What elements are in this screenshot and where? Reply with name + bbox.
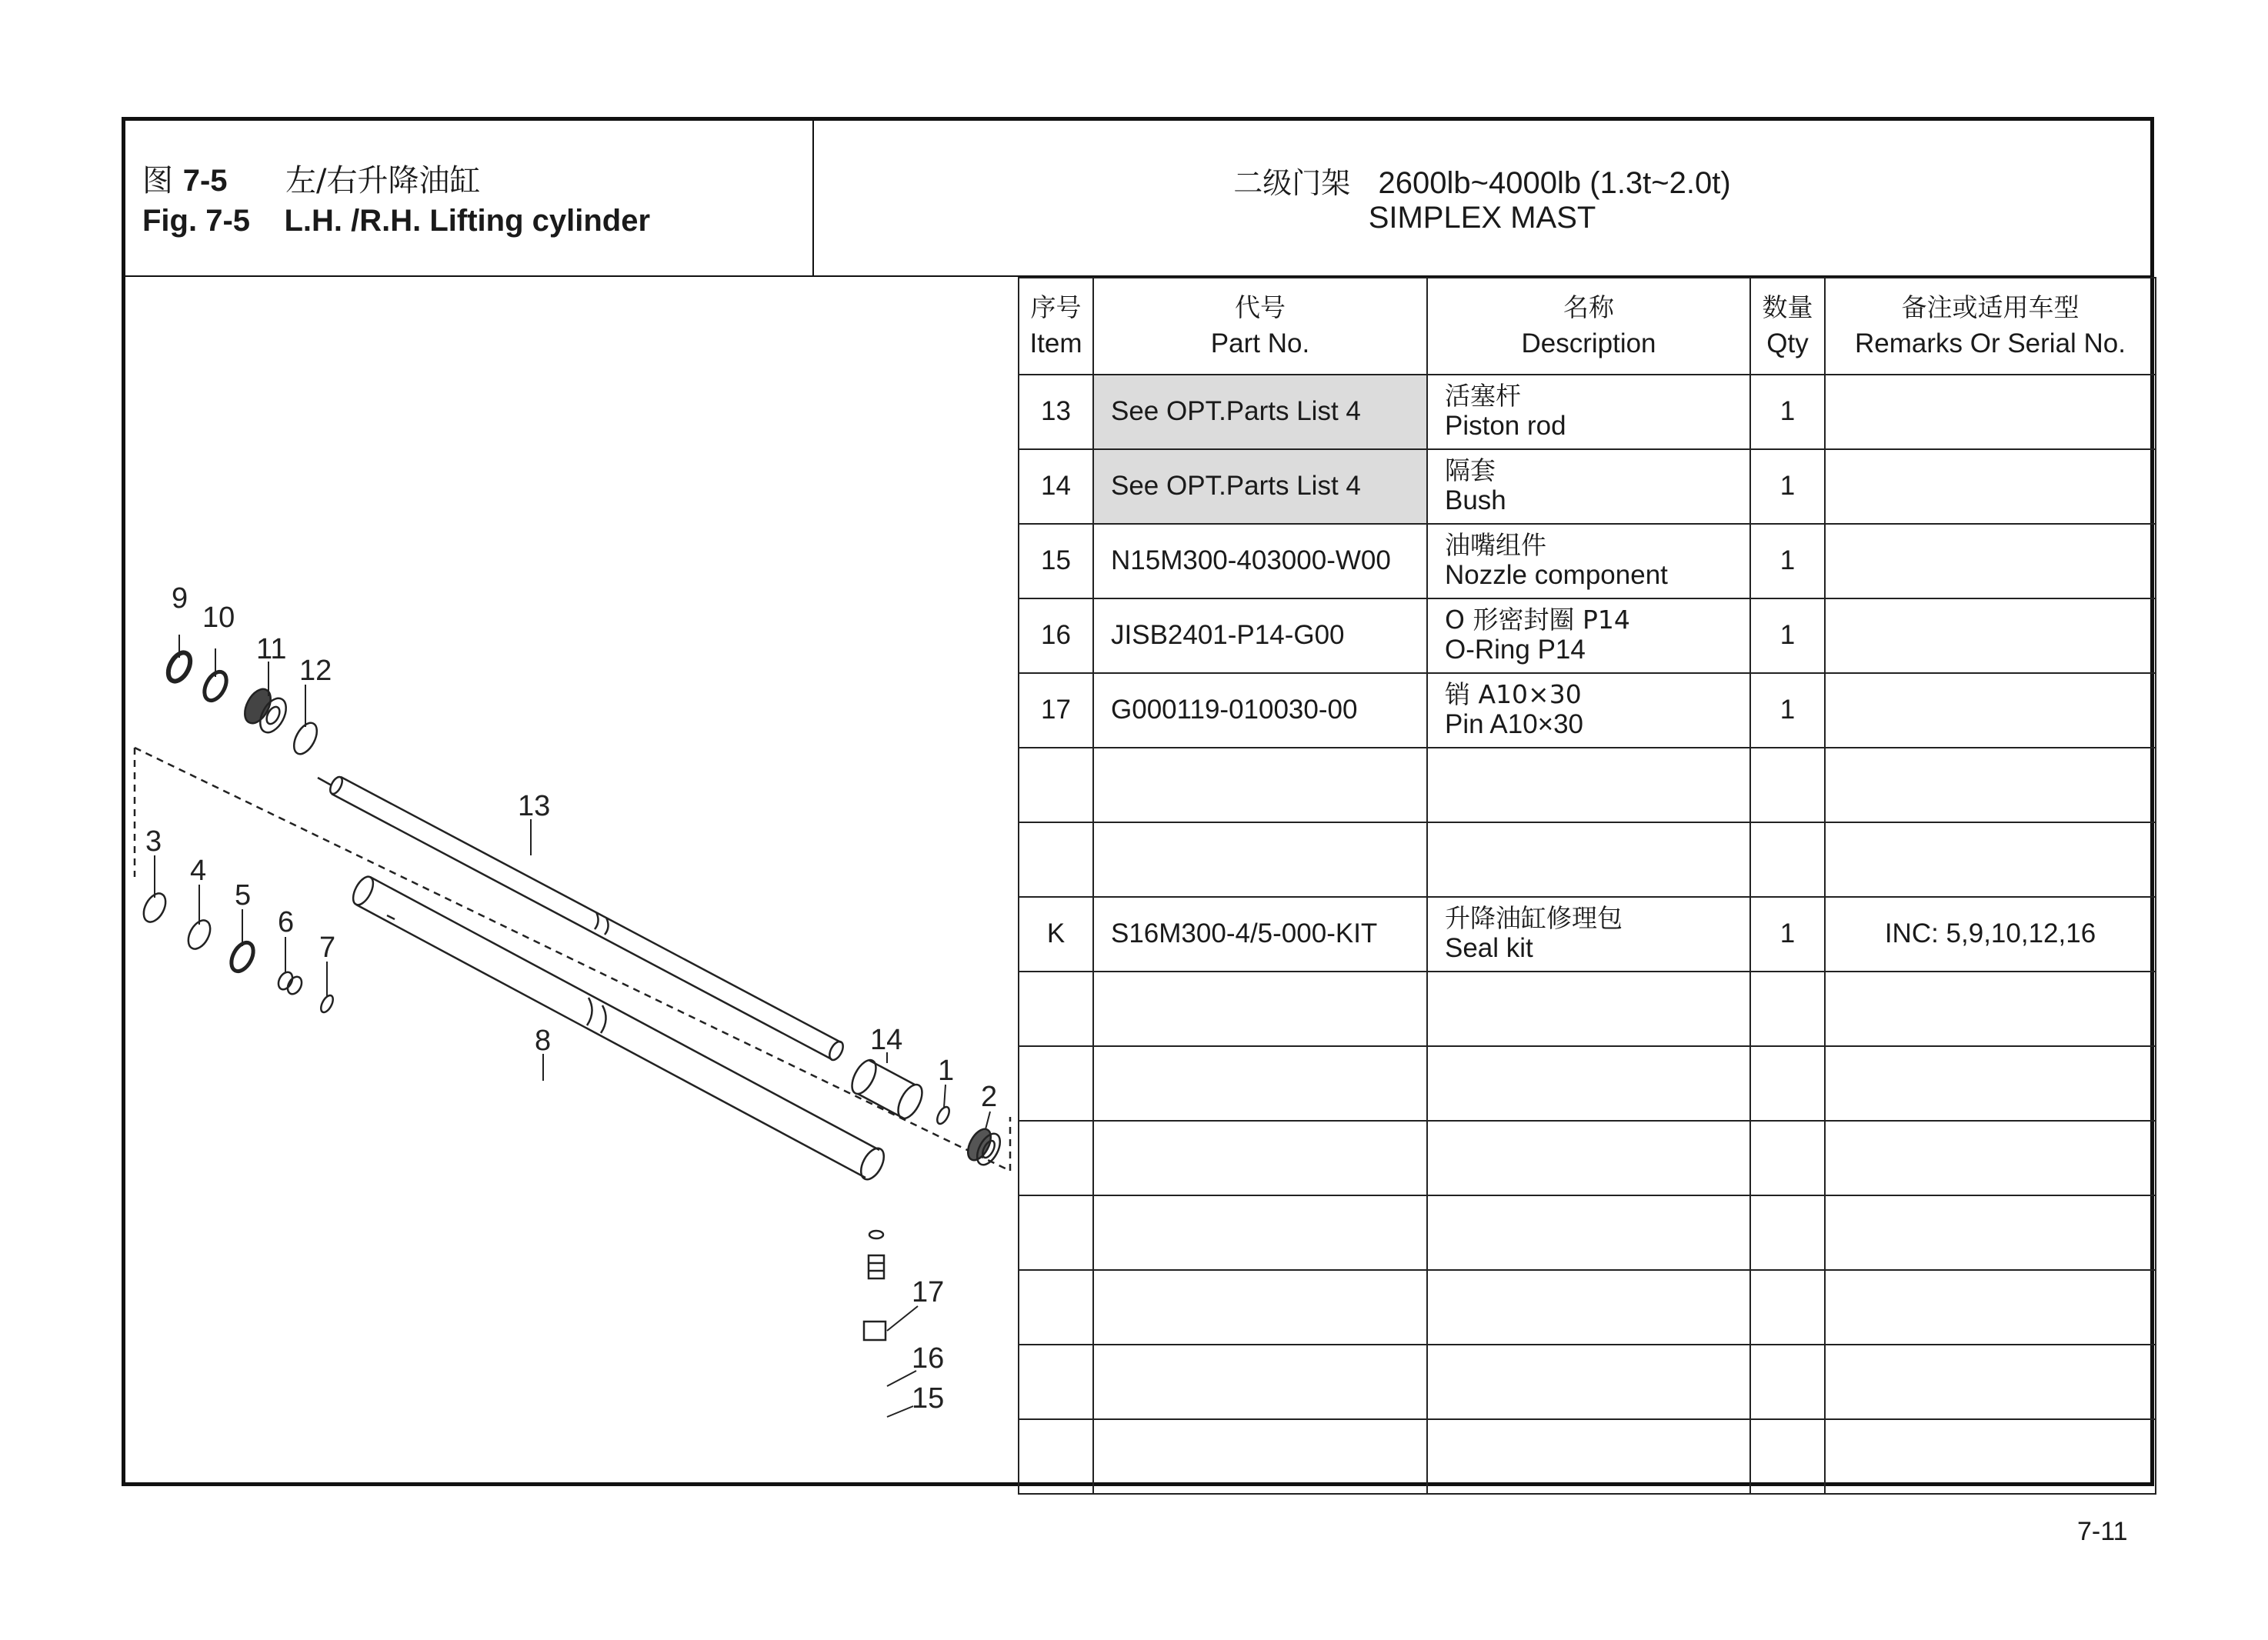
- table-row: [1019, 598, 2156, 673]
- table-row: [1019, 1046, 2156, 1121]
- piston-rod: [318, 775, 845, 1062]
- cell-remarks: [1825, 748, 2156, 822]
- callout-17: 17: [912, 1276, 945, 1308]
- table-row: [1019, 449, 2156, 524]
- table-row: [1019, 673, 2156, 748]
- figure-name-cn: 左/右升降油缸: [285, 163, 481, 198]
- table-row: [1019, 1419, 2156, 1494]
- cell-description: [1427, 1345, 1750, 1419]
- cell-part-no: [1093, 1270, 1427, 1345]
- description-en: Seal kit: [1445, 933, 1533, 964]
- table-row: [1019, 822, 2156, 897]
- cell-remarks: [1825, 1270, 2156, 1345]
- callout-12: 12: [299, 655, 332, 687]
- cell-part-no: [1093, 1419, 1427, 1494]
- figure-title-en: Fig. 7-5 L.H. /R.H. Lifting cylinder: [142, 204, 651, 238]
- description-en: Nozzle component: [1445, 560, 1668, 591]
- cell-description: [1427, 449, 1750, 524]
- table-row: [1019, 375, 2156, 449]
- header-item: 序号 Item: [1019, 278, 1093, 375]
- cell-item: [1019, 1046, 1093, 1121]
- cell-part-no: [1093, 748, 1427, 822]
- cell-remarks: [1825, 1121, 2156, 1195]
- cell-qty: [1750, 1270, 1825, 1345]
- pin-17: [864, 1322, 886, 1340]
- figure-title-cn: [142, 156, 480, 200]
- cell-description: [1427, 1121, 1750, 1195]
- cell-remarks: [1825, 673, 2156, 748]
- cell-part-no: [1093, 1195, 1427, 1270]
- figure-label-cn: 图: [142, 163, 173, 198]
- cell-item: 17: [1019, 673, 1093, 748]
- cell-qty: [1750, 1345, 1825, 1419]
- cell-description: [1427, 673, 1750, 748]
- table-row: [1019, 748, 2156, 822]
- cell-qty: 1: [1750, 673, 1825, 748]
- header-part-no: 代号 Part No.: [1093, 278, 1427, 375]
- callout-8: 8: [535, 1025, 552, 1057]
- description-en: Piston rod: [1445, 411, 1566, 442]
- cell-description: [1427, 598, 1750, 673]
- cell-item: [1019, 1270, 1093, 1345]
- callout-16: 16: [912, 1342, 945, 1375]
- cell-remarks: [1825, 1345, 2156, 1419]
- description-cn: 升降油缸修理包: [1445, 903, 1623, 934]
- cell-description: [1427, 1046, 1750, 1121]
- callout-10: 10: [202, 602, 235, 634]
- cell-item: [1019, 1345, 1093, 1419]
- nozzle-15: [869, 1255, 884, 1278]
- cell-part-no: See OPT.Parts List 4: [1093, 449, 1427, 524]
- callout-11: 11: [256, 633, 287, 665]
- cell-description: [1427, 524, 1750, 598]
- description-en: Bush: [1445, 485, 1506, 516]
- ring-7: [319, 994, 335, 1015]
- cell-description: [1427, 972, 1750, 1046]
- cell-qty: [1750, 972, 1825, 1046]
- cell-qty: [1750, 1121, 1825, 1195]
- cell-part-no: N15M300-403000-W00: [1093, 524, 1427, 598]
- cell-description: [1427, 375, 1750, 449]
- page-number: 7-11: [2077, 1517, 2128, 1546]
- description-cn: 油嘴组件: [1445, 530, 1546, 561]
- cell-remarks: [1825, 449, 2156, 524]
- parts-table-header: [1019, 278, 2156, 375]
- callout-2: 2: [981, 1081, 998, 1113]
- cell-description: [1427, 1419, 1750, 1494]
- cell-part-no: JISB2401-P14-G00: [1093, 598, 1427, 673]
- cell-part-no: See OPT.Parts List 4: [1093, 375, 1427, 449]
- cell-item: 14: [1019, 449, 1093, 524]
- exploded-view-svg: [125, 277, 1018, 1485]
- callout-14: 14: [870, 1024, 903, 1056]
- mast-type-en: SIMPLEX MAST: [1368, 201, 1596, 235]
- table-row: [1019, 972, 2156, 1046]
- cell-remarks: [1825, 524, 2156, 598]
- cell-part-no: [1093, 972, 1427, 1046]
- parts-table: [1018, 277, 2156, 1495]
- mast-type-cn: 二级门架: [1233, 166, 1351, 200]
- mast-title-block: [814, 121, 2150, 277]
- header-remarks: 备注或适用车型 Remarks Or Serial No.: [1825, 278, 2156, 375]
- cell-item: 13: [1019, 375, 1093, 449]
- cell-remarks: [1825, 972, 2156, 1046]
- cell-qty: [1750, 1419, 1825, 1494]
- cell-part-no: [1093, 822, 1427, 897]
- exploded-view-drawing: [125, 277, 1018, 1482]
- table-row: [1019, 524, 2156, 598]
- callout-4: 4: [190, 855, 207, 887]
- callout-9: 9: [172, 582, 188, 615]
- cell-item: [1019, 748, 1093, 822]
- cell-part-no: G000119-010030-00: [1093, 673, 1427, 748]
- page-frame: [122, 117, 2154, 1486]
- figure-number-cn: 7-5: [182, 164, 228, 198]
- cell-description: [1427, 1195, 1750, 1270]
- table-row: [1019, 1270, 2156, 1345]
- cell-item: [1019, 822, 1093, 897]
- cell-remarks: [1825, 598, 2156, 673]
- table-row: [1019, 1121, 2156, 1195]
- parts-table-body: [1019, 375, 2156, 1494]
- cell-description: [1427, 748, 1750, 822]
- cell-qty: [1750, 748, 1825, 822]
- description-cn: 销 A10×30: [1445, 679, 1582, 710]
- cell-qty: [1750, 1046, 1825, 1121]
- mast-capacity: 2600lb~4000lb (1.3t~2.0t): [1378, 166, 1731, 200]
- callout-6: 6: [278, 906, 295, 938]
- cell-item: [1019, 1419, 1093, 1494]
- cell-remarks: INC: 5,9,10,12,16: [1825, 897, 2156, 972]
- description-cn: O 形密封圈 P14: [1445, 605, 1630, 635]
- table-row: [1019, 897, 2156, 972]
- cell-qty: 1: [1750, 449, 1825, 524]
- figure-title-block: [125, 121, 814, 277]
- cell-part-no: S16M300-4/5-000-KIT: [1093, 897, 1427, 972]
- cell-remarks: [1825, 822, 2156, 897]
- table-row: [1019, 1345, 2156, 1419]
- cell-remarks: [1825, 1046, 2156, 1121]
- description-cn: 隔套: [1445, 455, 1496, 486]
- cell-qty: 1: [1750, 598, 1825, 673]
- cylinder-tube: [349, 874, 889, 1183]
- cell-qty: 1: [1750, 897, 1825, 972]
- description-en: O-Ring P14: [1445, 635, 1586, 665]
- cell-item: [1019, 972, 1093, 1046]
- callout-13: 13: [518, 790, 551, 822]
- cell-part-no: [1093, 1345, 1427, 1419]
- cell-qty: [1750, 1195, 1825, 1270]
- part-6: [275, 970, 304, 997]
- description-en: Pin A10×30: [1445, 709, 1584, 740]
- callout-15: 15: [912, 1382, 945, 1415]
- header-description: 名称 Description: [1427, 278, 1750, 375]
- gland-nut: [963, 1125, 1005, 1168]
- cell-part-no: [1093, 1121, 1427, 1195]
- cell-item: 16: [1019, 598, 1093, 673]
- cell-qty: [1750, 822, 1825, 897]
- piston-11: [239, 685, 291, 737]
- callout-1: 1: [938, 1055, 955, 1087]
- mast-title-line: [814, 159, 2150, 202]
- assembly-dash-line: [135, 748, 1010, 1171]
- cell-description: [1427, 822, 1750, 897]
- cell-item: [1019, 1195, 1093, 1270]
- cell-remarks: [1825, 375, 2156, 449]
- callout-5: 5: [235, 879, 252, 912]
- cell-remarks: [1825, 1419, 2156, 1494]
- callout-7: 7: [319, 932, 336, 964]
- cell-item: 15: [1019, 524, 1093, 598]
- cell-description: [1427, 1270, 1750, 1345]
- header-qty: 数量 Qty: [1750, 278, 1825, 375]
- cell-item: [1019, 1121, 1093, 1195]
- bush: [847, 1056, 927, 1122]
- o-ring-1: [935, 1105, 952, 1126]
- o-ring-16: [869, 1231, 883, 1238]
- cell-part-no: [1093, 1046, 1427, 1121]
- cell-description: [1427, 897, 1750, 972]
- cell-remarks: [1825, 1195, 2156, 1270]
- cell-qty: 1: [1750, 375, 1825, 449]
- callout-3: 3: [145, 825, 162, 858]
- description-cn: 活塞杆: [1445, 381, 1521, 412]
- cell-qty: 1: [1750, 524, 1825, 598]
- table-row: [1019, 1195, 2156, 1270]
- cell-item: K: [1019, 897, 1093, 972]
